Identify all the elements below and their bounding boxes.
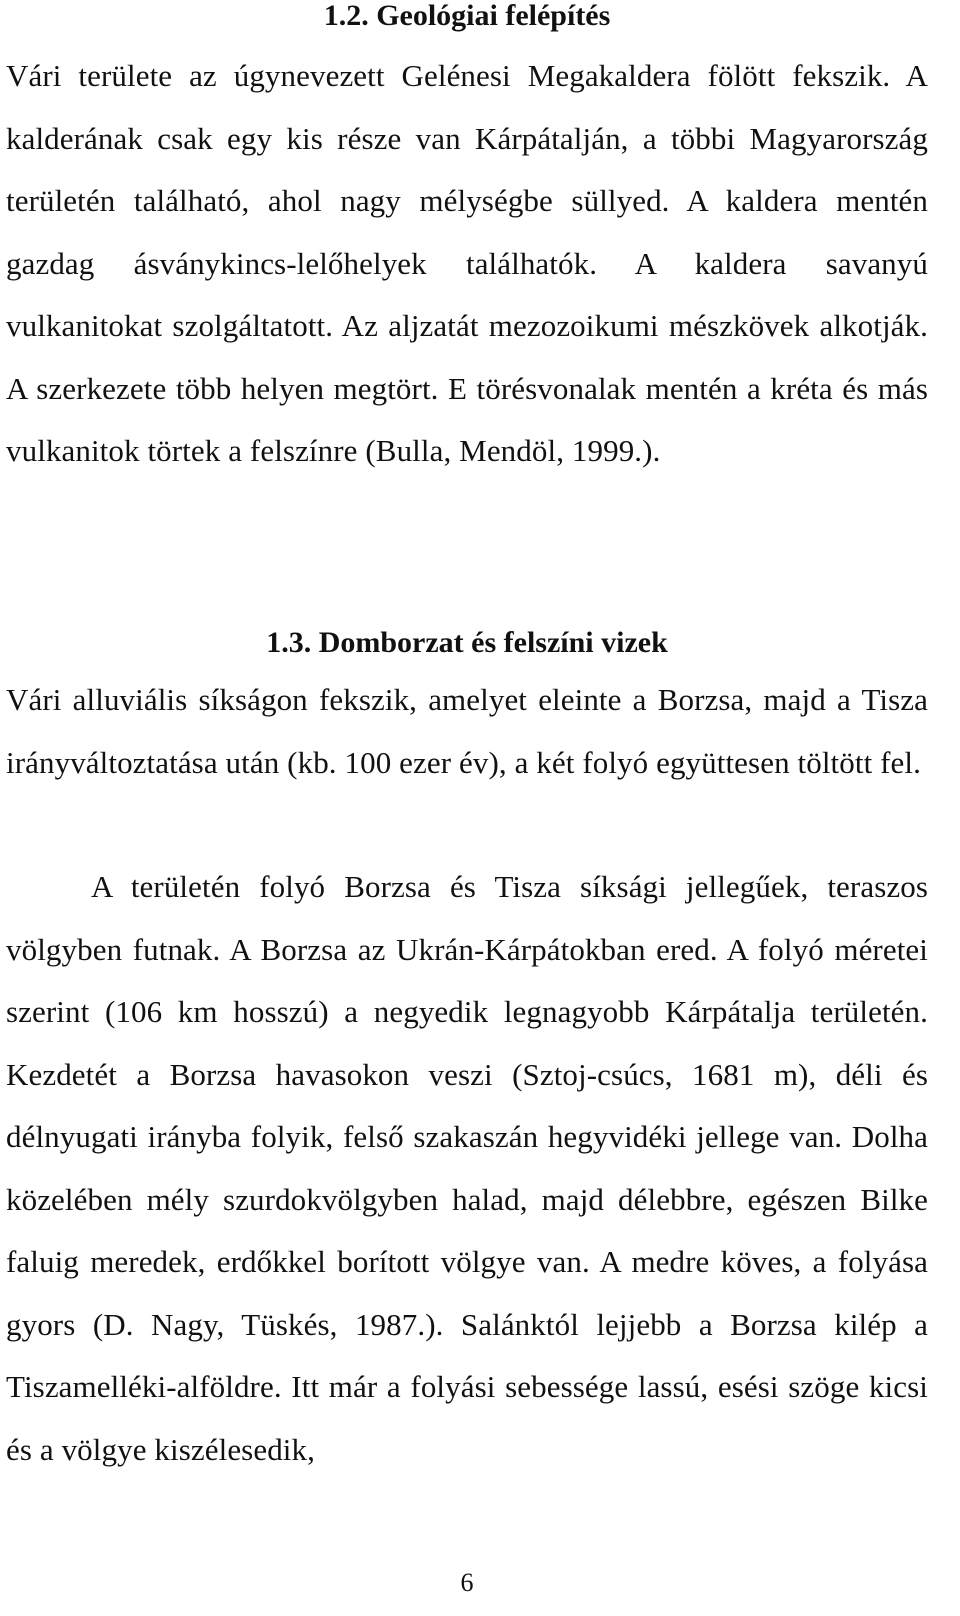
section-heading-relief-waters: 1.3. Domborzat és felszíni vizek [266, 626, 668, 659]
page-number: 6 [460, 1568, 474, 1597]
paragraph-relief: Vári alluviális síkságon fekszik, amelyet eleinte a Borzsa, majd a Tisza irányváltoztatása után (kb. 100 ezer év), a két folyó együttesen töltött fel. [6, 682, 928, 780]
section-heading-geology: 1.2. Geológiai felépítés [323, 0, 611, 32]
paragraph-rivers: A területén folyó Borzsa és Tisza síksági jellegűek, teraszos völgyben futnak. A Borzsa az Ukrán-Kárpátokban ered. A folyó méretei szerint (106 km hosszú) a negyedik legnagyobb Kárpátalja területén. Kezdetét a Borzsa havasokon veszi (Sztoj-csúcs, 1681 m), déli és délnyugati irányba folyik, felső szakaszán hegyvidéki jellege van. Dolha közelében mély szurdokvölgyben halad, majd délebbre, egészen Bilke faluig meredek, erdőkkel borított völgye van. A medre köves, a folyása gyors (D. Nagy, Tüskés, 1987.). Salánktól lejjebb a Borzsa kilép a Tiszamelléki-alföldre. Itt már a folyási sebessége lassú, esési szöge kicsi és a völgye kiszélesedik, [6, 869, 928, 1467]
paragraph-geology: Vári területe az úgynevezett Gelénesi Megakaldera fölött fekszik. A kalderának csak egy kis része van Kárpátalján, a többi Magyarország területén található, ahol nagy mélységbe süllyed. A kaldera mentén gazdag ásványkincs-lelőhelyek találhatók. A kaldera savanyú vulkanitokat szolgáltatott. Az aljzatát mezozoikumi mészkövek alkotják. A szerkezete több helyen megtört. E törésvonalak mentén a kréta és más vulkanitok törtek a felszínre (Bulla, Mendöl, 1999.). [6, 58, 928, 468]
